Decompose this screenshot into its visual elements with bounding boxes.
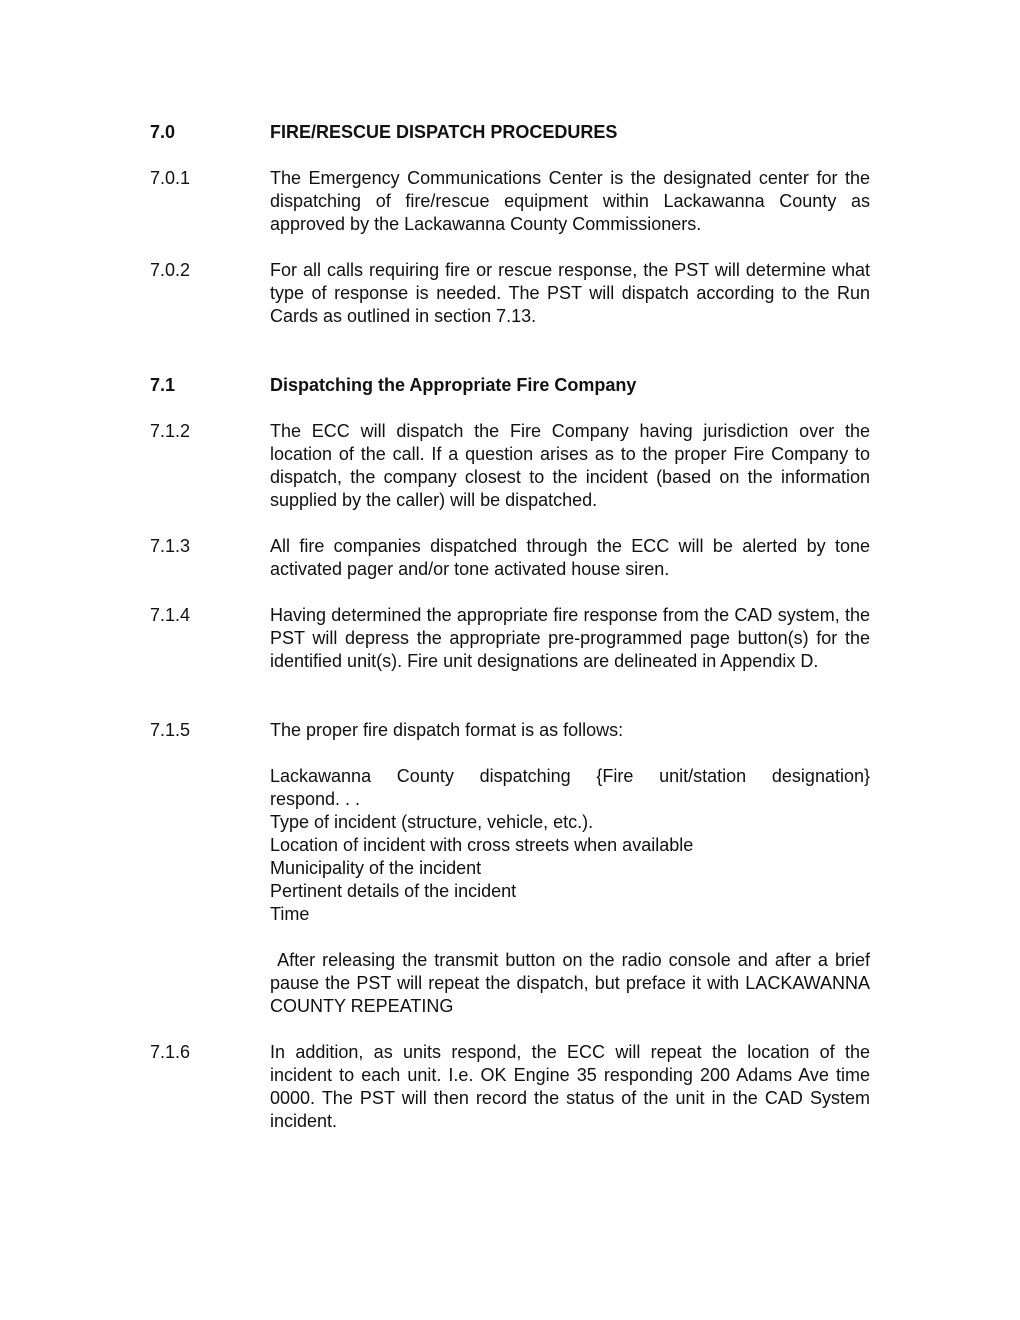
section-number: 7.0.1 <box>150 168 191 188</box>
section-text: The Emergency Communications Center is the designated center for the dispatching of fire/rescue equipment within Lackawanna County as approved by the Lackawanna County Commissioners. <box>270 168 870 234</box>
format-line: respond. . . <box>270 789 361 809</box>
section-number: 7.1.3 <box>150 536 191 556</box>
paragraph-text: After releasing the transmit button on the radio console and after a brief pause the PST will repeat the dispatch, but preface it with LACKAWANNA COUNTY REPEATING <box>270 950 876 1016</box>
section-text: All fire companies dispatched through the ECC will be alerted by tone activated pager and/or tone activated house siren. <box>270 536 870 579</box>
section-number: 7.0 <box>150 122 176 142</box>
format-line: Pertinent details of the incident <box>270 881 517 901</box>
section-text: Having determined the appropriate fire response from the CAD system, the PST will depress the appropriate pre-programmed page button(s) for the identified unit(s). Fire unit designations are delineated in Appendix D. <box>270 605 870 671</box>
format-line: Lackawanna County dispatching {Fire unit/station designation} <box>270 766 870 786</box>
section-text: The proper fire dispatch format is as follows: <box>270 720 624 740</box>
dispatch-format-lines <box>270 765 870 926</box>
format-line: Municipality of the incident <box>270 858 482 878</box>
section-text: The ECC will dispatch the Fire Company having jurisdiction over the location of the call. If a question arises as to the proper Fire Company to dispatch, the company closest to the incident (based on the information supplied by the caller) will be dispatched. <box>270 421 870 510</box>
section-number: 7.1 <box>150 375 176 395</box>
section-text: For all calls requiring fire or rescue response, the PST will determine what type of response is needed. The PST will dispatch according to the Run Cards as outlined in section 7.13. <box>270 260 870 326</box>
section-number: 7.1.2 <box>150 421 191 441</box>
format-line: Location of incident with cross streets when available <box>270 835 694 855</box>
section-number: 7.1.5 <box>150 720 191 740</box>
section-title: Dispatching the Appropriate Fire Company <box>270 375 637 395</box>
format-line: Type of incident (structure, vehicle, etc.). <box>270 812 594 832</box>
section-number: 7.0.2 <box>150 260 191 280</box>
section-number: 7.1.4 <box>150 605 191 625</box>
section-number: 7.1.6 <box>150 1042 191 1062</box>
section-text: In addition, as units respond, the ECC will repeat the location of the incident to each unit. I.e. OK Engine 35 responding 200 Adams Ave time 0000. The PST will then record the status of the unit in the CAD System incident. <box>270 1042 870 1131</box>
format-line: Time <box>270 904 310 924</box>
section-title: FIRE/RESCUE DISPATCH PROCEDURES <box>270 122 618 142</box>
